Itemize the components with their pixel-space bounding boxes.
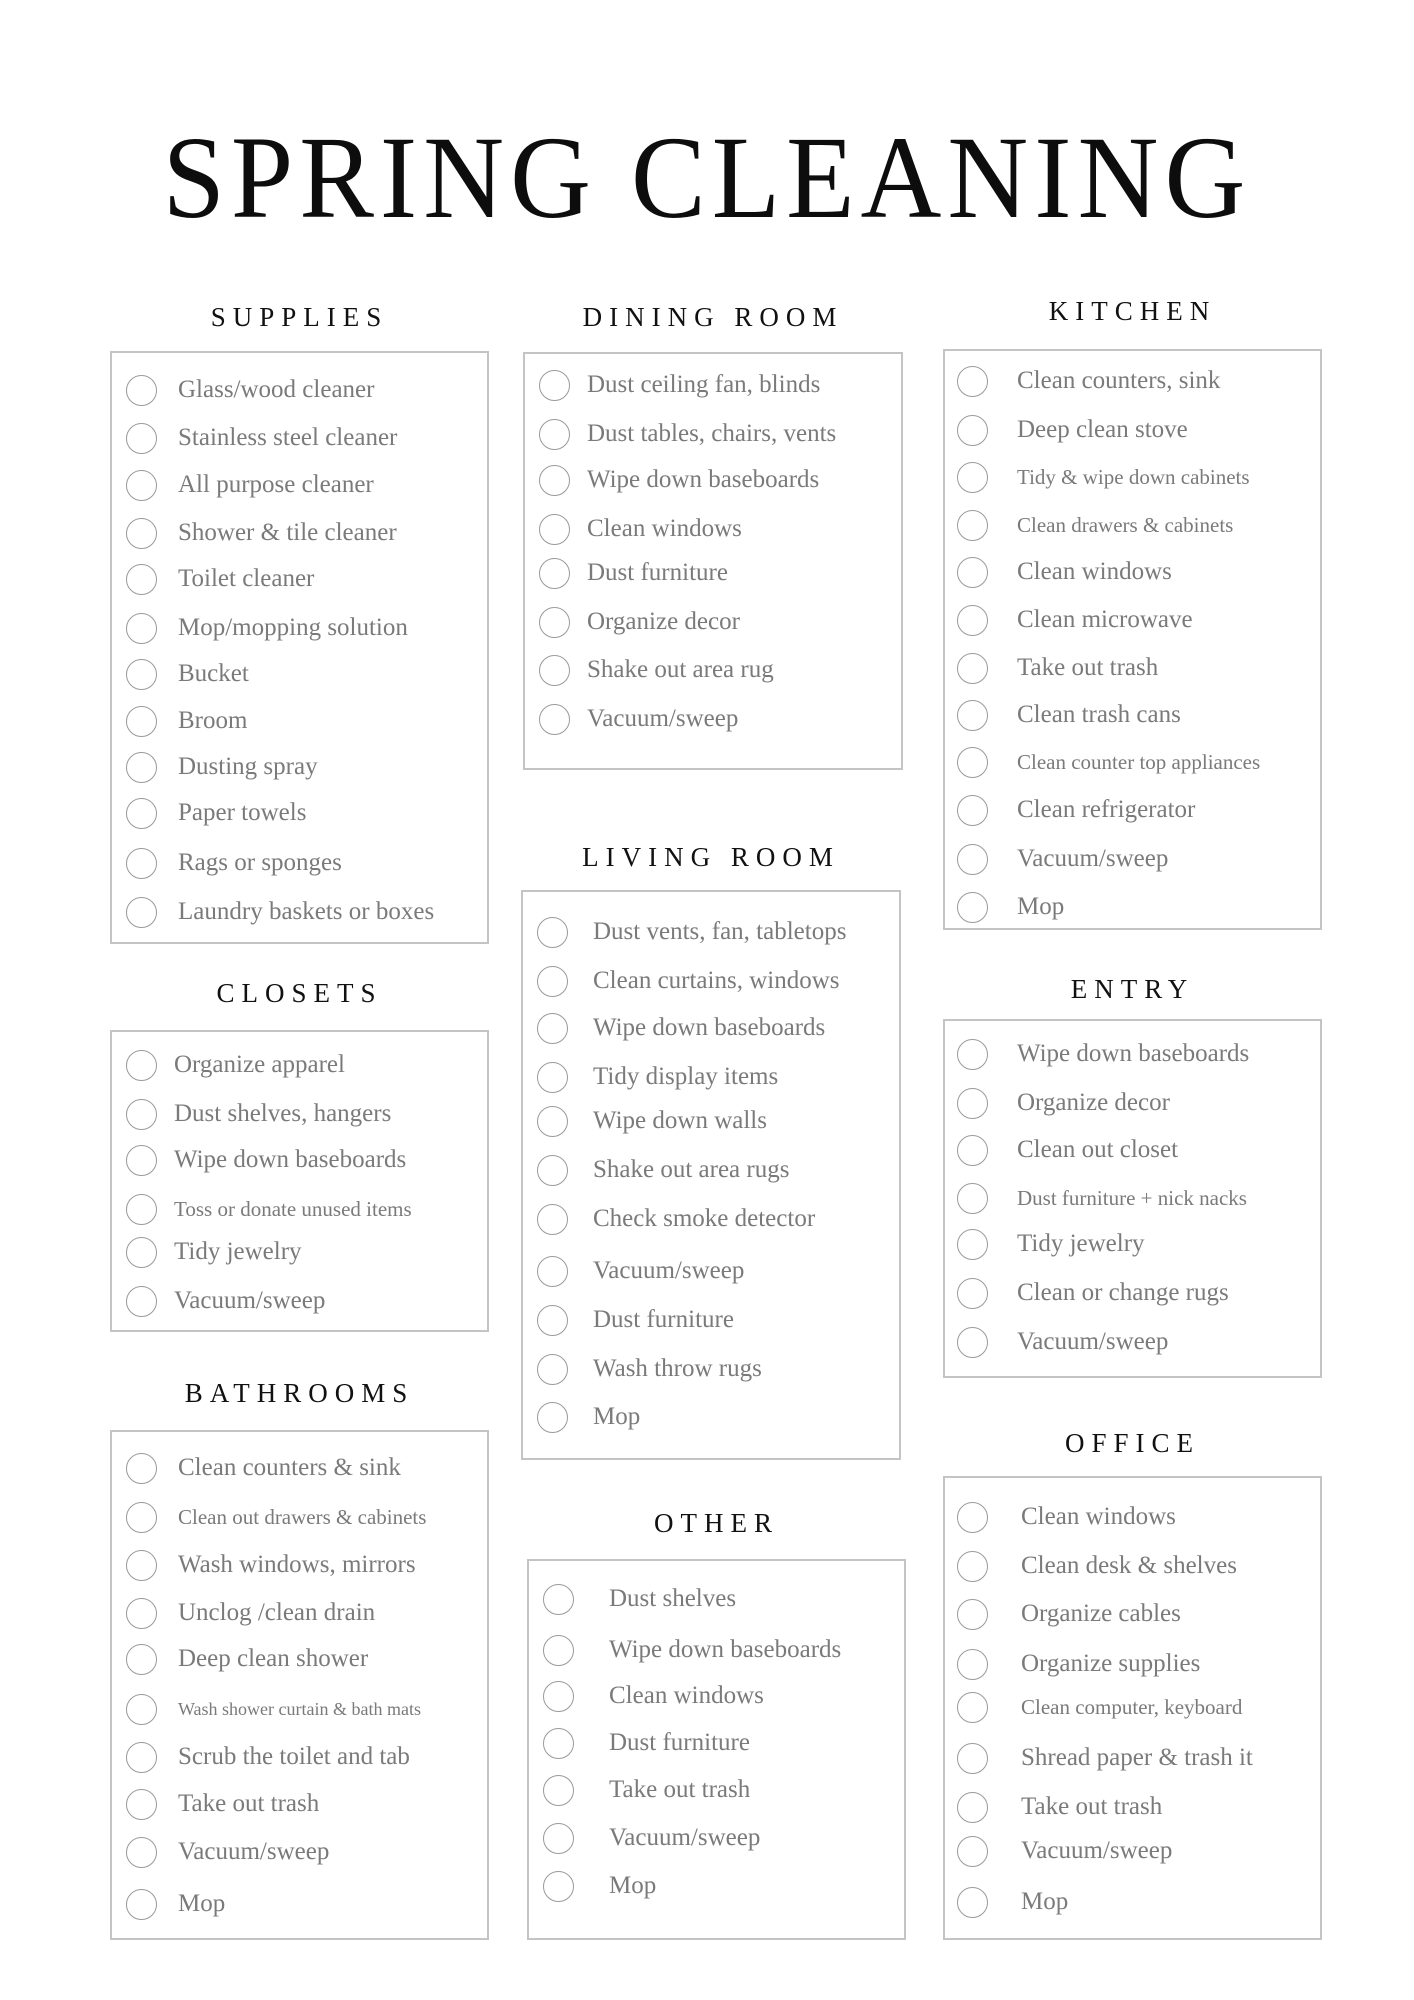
checklist-item-label: Clean counters, sink (1017, 367, 1221, 394)
checklist-item-label: Clean desk & shelves (1021, 1552, 1237, 1579)
checklist-item[interactable] (525, 700, 901, 740)
checklist-item-label: Tidy display items (593, 1063, 779, 1090)
checklist-item[interactable] (525, 603, 901, 643)
checklist-item-label: Clean windows (587, 515, 742, 542)
checklist-item[interactable] (945, 1131, 1320, 1171)
checkbox-circle-icon[interactable] (126, 1194, 157, 1225)
checklist-item[interactable] (525, 554, 901, 594)
checkbox-circle-icon[interactable] (957, 844, 988, 875)
checklist-item[interactable] (112, 371, 487, 411)
checkbox-circle-icon[interactable] (126, 1099, 157, 1130)
checkbox-circle-icon[interactable] (126, 1789, 157, 1820)
checklist-item-label: Shake out area rugs (593, 1156, 790, 1183)
checklist-bathrooms (110, 1430, 489, 1940)
checklist-item-label: Dust shelves (609, 1585, 737, 1612)
checklist-item-label: Clean refrigerator (1017, 796, 1196, 823)
checkbox-circle-icon[interactable] (537, 1062, 568, 1093)
checklist-item-label: Clean windows (609, 1682, 764, 1709)
checkbox-circle-icon[interactable] (126, 470, 157, 501)
checklist-item[interactable] (112, 1095, 487, 1135)
checklist-item-label: Take out trash (178, 1790, 320, 1817)
checklist-item-label: Dusting spray (178, 753, 318, 780)
checklist-item-label: Bucket (178, 660, 249, 687)
checkbox-circle-icon[interactable] (539, 370, 570, 401)
checkbox-circle-icon[interactable] (957, 1792, 988, 1823)
checkbox-circle-icon[interactable] (126, 375, 157, 406)
checkbox-circle-icon[interactable] (537, 1106, 568, 1137)
checklist-item-label: Wipe down baseboards (587, 466, 820, 493)
checklist-item-label: Mop (593, 1403, 641, 1430)
checklist-item-label: Clean out closet (1017, 1136, 1179, 1163)
checkbox-circle-icon[interactable] (957, 653, 988, 684)
checkbox-circle-icon[interactable] (957, 1278, 988, 1309)
checklist-item[interactable] (112, 1594, 487, 1634)
checkbox-circle-icon[interactable] (957, 1692, 988, 1723)
checkbox-circle-icon[interactable] (957, 605, 988, 636)
checklist-item[interactable] (112, 748, 487, 788)
checkbox-circle-icon[interactable] (126, 1598, 157, 1629)
checkbox-circle-icon[interactable] (126, 613, 157, 644)
checklist-item-label: Mop/mopping solution (178, 614, 408, 641)
checklist-item-label: Toilet cleaner (178, 565, 315, 592)
checklist-item-label: Deep clean stove (1017, 416, 1188, 443)
checklist-item[interactable] (112, 1690, 487, 1730)
section-header-entry: ENTRY (1070, 974, 1195, 1004)
checklist-item[interactable] (945, 1323, 1320, 1363)
checklist-supplies (110, 351, 489, 944)
checklist-item[interactable] (523, 913, 899, 953)
checklist-item[interactable] (529, 1771, 904, 1811)
checklist-item[interactable] (112, 1885, 487, 1925)
checklist-item[interactable] (112, 1282, 487, 1322)
checklist-item[interactable] (523, 1102, 899, 1142)
checklist-item-label: Wipe down baseboards (593, 1014, 826, 1041)
checkbox-circle-icon[interactable] (126, 518, 157, 549)
checkbox-circle-icon[interactable] (543, 1635, 574, 1666)
checkbox-circle-icon[interactable] (543, 1775, 574, 1806)
checklist-item-label: Dust furniture (587, 559, 728, 586)
checklist-item[interactable] (945, 1688, 1320, 1728)
checkbox-circle-icon[interactable] (126, 1889, 157, 1920)
checklist-item-label: All purpose cleaner (178, 471, 374, 498)
checklist-item-label: Vacuum/sweep (1021, 1837, 1173, 1864)
checklist-item[interactable] (529, 1819, 904, 1859)
checklist-item-label: Wash throw rugs (593, 1355, 762, 1382)
checkbox-circle-icon[interactable] (539, 607, 570, 638)
checklist-item-label: Organize decor (1017, 1089, 1170, 1116)
checkbox-circle-icon[interactable] (126, 1237, 157, 1268)
checkbox-circle-icon[interactable] (537, 966, 568, 997)
checklist-kitchen (943, 349, 1322, 930)
checkbox-circle-icon[interactable] (957, 700, 988, 731)
checklist-item-label: Toss or donate unused items (174, 1197, 412, 1221)
checkbox-circle-icon[interactable] (543, 1681, 574, 1712)
checklist-item[interactable] (112, 1738, 487, 1778)
checklist-item-label: Organize decor (587, 608, 740, 635)
checkbox-circle-icon[interactable] (957, 1135, 988, 1166)
checkbox-circle-icon[interactable] (957, 557, 988, 588)
checklist-item-label: Wash shower curtain & bath mats (178, 1699, 421, 1719)
checklist-item-label: Organize apparel (174, 1051, 345, 1078)
checklist-dining-room (523, 352, 903, 770)
checkbox-circle-icon[interactable] (126, 423, 157, 454)
checklist-item[interactable] (945, 1084, 1320, 1124)
checkbox-circle-icon[interactable] (957, 462, 988, 493)
checklist-item[interactable] (112, 1498, 487, 1538)
checkbox-circle-icon[interactable] (957, 1887, 988, 1918)
section-header-closets: CLOSETS (216, 978, 383, 1008)
checklist-item[interactable] (112, 655, 487, 695)
checkbox-circle-icon[interactable] (539, 558, 570, 589)
checkbox-circle-icon[interactable] (957, 1502, 988, 1533)
checkbox-circle-icon[interactable] (957, 510, 988, 541)
checkbox-circle-icon[interactable] (126, 798, 157, 829)
checklist-item[interactable] (945, 888, 1320, 928)
checkbox-circle-icon[interactable] (957, 1088, 988, 1119)
checklist-item-label: Laundry baskets or boxes (178, 898, 435, 925)
checklist-item[interactable] (945, 1739, 1320, 1779)
checklist-item[interactable] (945, 743, 1320, 783)
checkbox-circle-icon[interactable] (543, 1871, 574, 1902)
checkbox-circle-icon[interactable] (957, 795, 988, 826)
checkbox-circle-icon[interactable] (537, 1305, 568, 1336)
checklist-item[interactable] (529, 1677, 904, 1717)
checklist-item[interactable] (525, 366, 901, 406)
checkbox-circle-icon[interactable] (126, 1742, 157, 1773)
checkbox-circle-icon[interactable] (957, 415, 988, 446)
checklist-item[interactable] (945, 791, 1320, 831)
checklist-item[interactable] (112, 514, 487, 554)
checkbox-circle-icon[interactable] (957, 892, 988, 923)
checklist-item-label: Wipe down baseboards (174, 1146, 407, 1173)
checkbox-circle-icon[interactable] (537, 1013, 568, 1044)
checklist-item-label: Clean trash cans (1017, 701, 1181, 728)
section-header-supplies: SUPPLIES (210, 302, 389, 332)
checkbox-circle-icon[interactable] (537, 1256, 568, 1287)
checklist-item[interactable] (112, 1640, 487, 1680)
checklist-item-label: Vacuum/sweep (1017, 845, 1169, 872)
section-header-dining-room: DINING ROOM (582, 302, 844, 332)
checklist-item[interactable] (945, 553, 1320, 593)
checklist-item[interactable] (523, 1350, 899, 1390)
checklist-item[interactable] (529, 1580, 904, 1620)
checklist-item-label: Rags or sponges (178, 849, 342, 876)
checklist-item-label: Vacuum/sweep (587, 705, 739, 732)
checkbox-circle-icon[interactable] (126, 564, 157, 595)
checklist-item-label: Vacuum/sweep (1017, 1328, 1169, 1355)
checklist-item[interactable] (112, 794, 487, 834)
checkbox-circle-icon[interactable] (957, 1743, 988, 1774)
checkbox-circle-icon[interactable] (126, 1050, 157, 1081)
checkbox-circle-icon[interactable] (957, 1327, 988, 1358)
checklist-item-label: Check smoke detector (593, 1205, 816, 1232)
checklist-item-label: Vacuum/sweep (174, 1287, 326, 1314)
checklist-item[interactable] (945, 1547, 1320, 1587)
checklist-item-label: Clean counter top appliances (1017, 750, 1261, 774)
checklist-item[interactable] (112, 1190, 487, 1230)
checklist-item-label: Organize cables (1021, 1600, 1181, 1627)
checklist-item-label: Wipe down baseboards (609, 1636, 842, 1663)
checkbox-circle-icon[interactable] (126, 1453, 157, 1484)
section-header-office: OFFICE (1064, 1428, 1201, 1458)
checklist-item[interactable] (945, 649, 1320, 689)
checklist-item[interactable] (112, 466, 487, 506)
checklist-item[interactable] (945, 506, 1320, 546)
checklist-item-label: Tidy & wipe down cabinets (1017, 465, 1250, 489)
checklist-item[interactable] (525, 510, 901, 550)
checkbox-circle-icon[interactable] (126, 1145, 157, 1176)
checklist-item[interactable] (529, 1631, 904, 1671)
checklist-item-label: Shread paper & trash it (1021, 1744, 1253, 1771)
checklist-item-label: Dust ceiling fan, blinds (587, 371, 821, 398)
checklist-item-label: Paper towels (178, 799, 307, 826)
checklist-item-label: Scrub the toilet and tab (178, 1743, 410, 1770)
checklist-item-label: Clean windows (1021, 1503, 1176, 1530)
checklist-item-label: Clean counters & sink (178, 1454, 401, 1481)
checklist-item[interactable] (112, 1046, 487, 1086)
checklist-item[interactable] (945, 1498, 1320, 1538)
checklist-item[interactable] (529, 1724, 904, 1764)
checklist-item[interactable] (523, 1009, 899, 1049)
checklist-item-label: Mop (1017, 893, 1065, 920)
checkbox-circle-icon[interactable] (126, 706, 157, 737)
checkbox-circle-icon[interactable] (543, 1823, 574, 1854)
checklist-item[interactable] (945, 1225, 1320, 1265)
checklist-item[interactable] (945, 1035, 1320, 1075)
checklist-item-label: Clean windows (1017, 558, 1172, 585)
checklist-item[interactable] (112, 1833, 487, 1873)
checklist-item[interactable] (945, 1832, 1320, 1872)
checklist-item-label: Clean drawers & cabinets (1017, 513, 1234, 537)
checkbox-circle-icon[interactable] (539, 514, 570, 545)
checklist-item-label: Clean curtains, windows (593, 967, 840, 994)
checkbox-circle-icon[interactable] (126, 1694, 157, 1725)
checklist-item[interactable] (945, 840, 1320, 880)
checkbox-circle-icon[interactable] (126, 1644, 157, 1675)
checklist-item-label: Clean computer, keyboard (1021, 1695, 1243, 1719)
checklist-item-label: Unclog /clean drain (178, 1599, 376, 1626)
checkbox-circle-icon[interactable] (126, 1502, 157, 1533)
checklist-item-label: Tidy jewelry (1017, 1230, 1145, 1257)
checkbox-circle-icon[interactable] (957, 1649, 988, 1680)
checkbox-circle-icon[interactable] (539, 465, 570, 496)
checklist-item-label: Stainless steel cleaner (178, 424, 398, 451)
checklist-living-room (521, 890, 901, 1460)
checklist-item[interactable] (945, 362, 1320, 402)
checkbox-circle-icon[interactable] (537, 1402, 568, 1433)
checklist-item[interactable] (112, 1546, 487, 1586)
checklist-entry (943, 1019, 1322, 1378)
checkbox-circle-icon[interactable] (126, 848, 157, 879)
section-header-living-room: LIVING ROOM (582, 842, 840, 872)
checkbox-circle-icon[interactable] (543, 1728, 574, 1759)
checklist-item-label: Mop (1021, 1888, 1069, 1915)
checkbox-circle-icon[interactable] (126, 1837, 157, 1868)
checklist-item[interactable] (945, 1788, 1320, 1828)
checklist-item[interactable] (112, 1233, 487, 1273)
checklist-other (527, 1559, 906, 1940)
checklist-item-label: Tidy jewelry (174, 1238, 302, 1265)
checklist-item[interactable] (525, 651, 901, 691)
checklist-item[interactable] (529, 1867, 904, 1907)
checklist-item[interactable] (945, 1645, 1320, 1685)
checkbox-circle-icon[interactable] (126, 1286, 157, 1317)
checkbox-circle-icon[interactable] (543, 1584, 574, 1615)
checklist-item[interactable] (112, 702, 487, 742)
checklist-item-label: Wipe down walls (593, 1107, 767, 1134)
checklist-item[interactable] (523, 1301, 899, 1341)
checklist-item-label: Wipe down baseboards (1017, 1040, 1250, 1067)
checkbox-circle-icon[interactable] (537, 1354, 568, 1385)
checklist-item[interactable] (112, 1141, 487, 1181)
checklist-item[interactable] (945, 1179, 1320, 1219)
checkbox-circle-icon[interactable] (539, 655, 570, 686)
checklist-item[interactable] (945, 1274, 1320, 1314)
checklist-item-label: Dust furniture (609, 1729, 750, 1756)
checklist-item[interactable] (945, 696, 1320, 736)
checklist-item-label: Dust vents, fan, tabletops (593, 918, 847, 945)
checklist-item-label: Vacuum/sweep (178, 1838, 330, 1865)
checklist-item[interactable] (112, 1785, 487, 1825)
checkbox-circle-icon[interactable] (539, 704, 570, 735)
checklist-item[interactable] (523, 1058, 899, 1098)
checkbox-circle-icon[interactable] (957, 1551, 988, 1582)
checklist-item[interactable] (523, 962, 899, 1002)
checklist-item-label: Vacuum/sweep (609, 1824, 761, 1851)
checklist-item-label: Dust furniture (593, 1306, 734, 1333)
checklist-item-label: Clean microwave (1017, 606, 1193, 633)
checklist-item[interactable] (525, 415, 901, 455)
checkbox-circle-icon[interactable] (957, 1183, 988, 1214)
checklist-item-label: Take out trash (1021, 1793, 1163, 1820)
checkbox-circle-icon[interactable] (957, 747, 988, 778)
checklist-item[interactable] (112, 844, 487, 884)
page-title: SPRING CLEANING (162, 112, 1252, 244)
checkbox-circle-icon[interactable] (126, 1550, 157, 1581)
checkbox-circle-icon[interactable] (957, 1836, 988, 1867)
checkbox-circle-icon[interactable] (537, 1204, 568, 1235)
checkbox-circle-icon[interactable] (126, 897, 157, 928)
checklist-item-label: Wash windows, mirrors (178, 1551, 416, 1578)
checklist-item-label: Take out trash (609, 1776, 751, 1803)
checkbox-circle-icon[interactable] (957, 366, 988, 397)
checklist-item-label: Organize supplies (1021, 1650, 1201, 1677)
checklist-item-label: Dust tables, chairs, vents (587, 420, 837, 447)
checklist-item[interactable] (112, 1449, 487, 1489)
checklist-item-label: Shower & tile cleaner (178, 519, 397, 546)
checklist-item[interactable] (525, 461, 901, 501)
checklist-item-label: Vacuum/sweep (593, 1257, 745, 1284)
checklist-item[interactable] (112, 419, 487, 459)
checklist-item[interactable] (523, 1252, 899, 1292)
checklist-closets (110, 1030, 489, 1332)
checklist-item[interactable] (112, 560, 487, 600)
checklist-item-label: Mop (609, 1872, 657, 1899)
checkbox-circle-icon[interactable] (539, 419, 570, 450)
checklist-item-label: Deep clean shower (178, 1645, 369, 1672)
checklist-item-label: Mop (178, 1890, 226, 1917)
checklist-item-label: Dust shelves, hangers (174, 1100, 392, 1127)
checklist-item-label: Dust furniture + nick nacks (1017, 1186, 1247, 1210)
checkbox-circle-icon[interactable] (537, 1155, 568, 1186)
checklist-item-label: Broom (178, 707, 248, 734)
checklist-item[interactable] (523, 1398, 899, 1438)
section-header-other: OTHER (654, 1508, 779, 1538)
checklist-item[interactable] (945, 1883, 1320, 1923)
checklist-item-label: Clean or change rugs (1017, 1279, 1229, 1306)
checklist-item[interactable] (523, 1151, 899, 1191)
checklist-item-label: Shake out area rug (587, 656, 774, 683)
checklist-item[interactable] (945, 1595, 1320, 1635)
checkbox-circle-icon[interactable] (957, 1039, 988, 1070)
checklist-item-label: Clean out drawers & cabinets (178, 1505, 427, 1529)
checklist-item[interactable] (112, 609, 487, 649)
section-header-kitchen: KITCHEN (1048, 296, 1217, 326)
checklist-item-label: Glass/wood cleaner (178, 376, 375, 403)
checkbox-circle-icon[interactable] (957, 1229, 988, 1260)
checklist-item-label: Take out trash (1017, 654, 1159, 681)
checklist-item[interactable] (945, 601, 1320, 641)
checkbox-circle-icon[interactable] (537, 917, 568, 948)
checklist-item[interactable] (945, 411, 1320, 451)
checkbox-circle-icon[interactable] (126, 752, 157, 783)
checklist-office (943, 1476, 1322, 1940)
checklist-item[interactable] (112, 893, 487, 933)
checkbox-circle-icon[interactable] (957, 1599, 988, 1630)
checkbox-circle-icon[interactable] (126, 659, 157, 690)
section-header-bathrooms: BATHROOMS (184, 1378, 415, 1408)
checklist-item[interactable] (523, 1200, 899, 1240)
checklist-item[interactable] (945, 458, 1320, 498)
